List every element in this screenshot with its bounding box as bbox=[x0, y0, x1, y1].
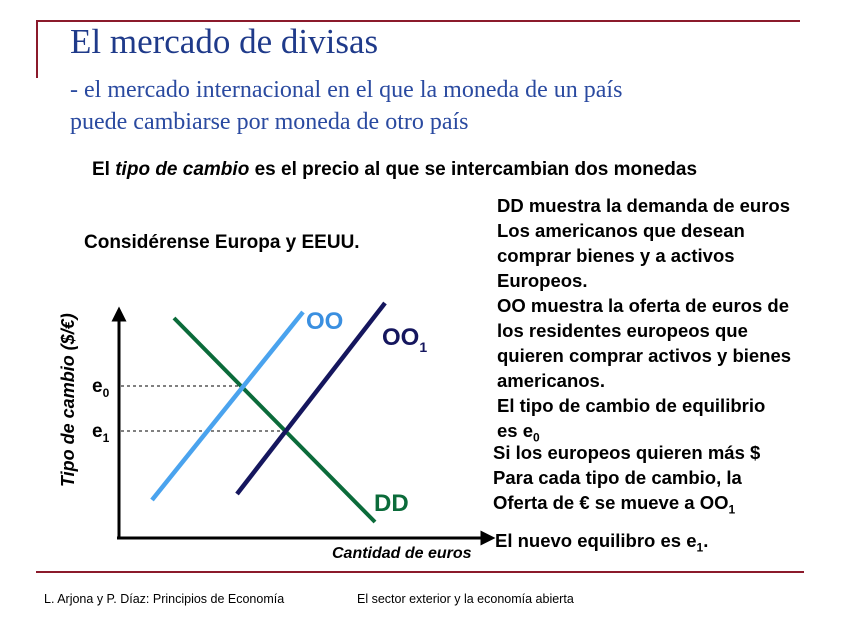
explanation-line: DD muestra la demanda de euros bbox=[497, 195, 791, 216]
oferta-line: Oferta de € se mueve a $OO_1$ bbox=[493, 492, 736, 517]
page-title: El mercado de divisas bbox=[70, 22, 379, 61]
explanation-block bbox=[497, 193, 791, 451]
definition-text bbox=[92, 159, 697, 181]
page-subtitle bbox=[70, 74, 622, 138]
shift-line: Si los europeos quieren más $ bbox=[493, 442, 761, 463]
explanation-line: americanos. bbox=[497, 370, 605, 391]
consider-text: Considérense Europa y EEUU. bbox=[84, 232, 360, 253]
definition-prefix: El bbox=[92, 159, 116, 180]
footer-rule bbox=[36, 571, 804, 573]
dd-label: DD bbox=[374, 490, 409, 517]
e0-label: $e_0$ bbox=[92, 376, 110, 400]
explanation-line: quieren comprar activos y bienes bbox=[497, 345, 792, 366]
explanation-line: los residentes europeos que bbox=[497, 320, 748, 341]
oo-label: OO bbox=[306, 308, 344, 335]
footer-left: L. Arjona y P. Díaz: Principios de Economía bbox=[44, 592, 285, 606]
footer-right: El sector exterior y la economía abierta bbox=[357, 592, 574, 606]
explanation-line: OO muestra la oferta de euros de bbox=[497, 295, 789, 316]
subtitle-line-2: puede cambiarse por moneda de otro país bbox=[70, 109, 469, 135]
header-side-rule bbox=[36, 20, 38, 78]
explanation-line: Los americanos que desean bbox=[497, 220, 745, 241]
definition-term: tipo de cambio bbox=[115, 159, 250, 180]
nuevo-equilibrio: El nuevo equilibro es $e_1$. bbox=[495, 530, 709, 555]
explanation-es-e0: es $e_0$ bbox=[497, 420, 540, 445]
explanation-line: Europeos. bbox=[497, 270, 588, 291]
definition-suffix: es el precio al que se intercambian dos monedas bbox=[249, 159, 698, 180]
explanation-line: El tipo de cambio de equilibrio bbox=[497, 395, 766, 416]
x-axis-label: Cantidad de euros bbox=[332, 545, 472, 562]
subtitle-line-1: - el mercado internacional en el que la moneda de un país bbox=[70, 77, 623, 103]
e1-label: $e_1$ bbox=[92, 421, 110, 445]
shift-line: Para cada tipo de cambio, la bbox=[493, 467, 742, 488]
explanation-line: comprar bienes y a activos bbox=[497, 245, 735, 266]
oo1-label: $OO_1$ bbox=[382, 324, 428, 355]
shift-block bbox=[493, 440, 760, 523]
exchange-market-diagram bbox=[0, 230, 520, 570]
y-axis-label: Tipo de cambio ($/€) bbox=[58, 313, 78, 487]
oo-curve bbox=[152, 312, 303, 500]
